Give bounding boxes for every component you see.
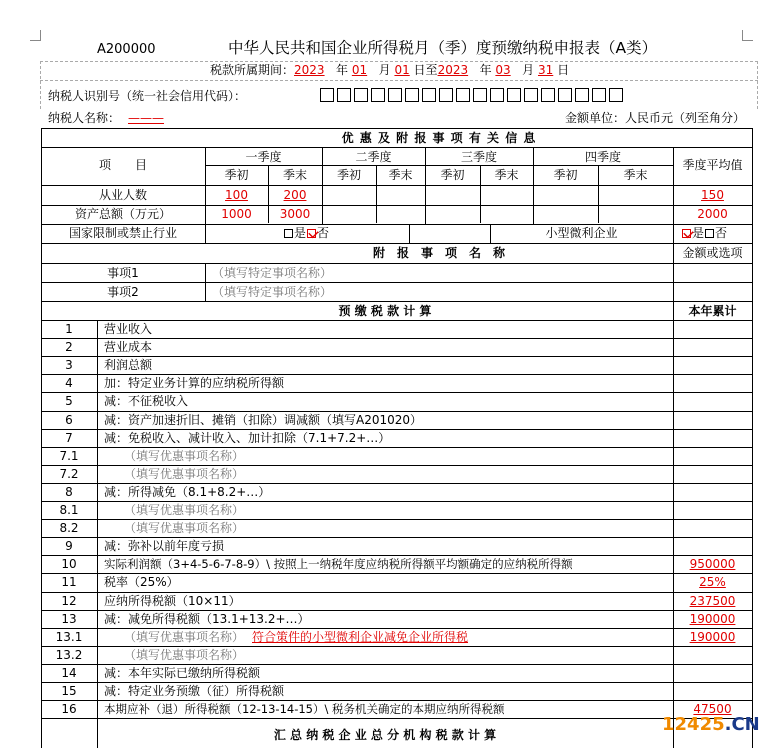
calc-row-number: 8 <box>65 485 73 499</box>
no-label: 否 <box>715 226 728 240</box>
month-char-2: 月 <box>522 63 535 77</box>
calc-row-label: 本期应补（退）所得税额（12-13-14-15）\ 税务机关确定的本期应纳所得税额 <box>104 702 505 716</box>
year-char-2: 年 <box>479 63 492 77</box>
section-preferential-title: 优 惠 及 附 报 事 项 有 关 信 息 <box>341 131 537 145</box>
calc-row-label: 减：减免所得税额（13.1+13.2+…） <box>104 612 310 626</box>
quarter-header: 三季度 <box>460 150 497 164</box>
calc-row-number: 14 <box>61 666 77 680</box>
restricted-industry-options[interactable] <box>283 225 329 242</box>
quarter-header: 一季度 <box>245 150 282 164</box>
sub-start: 季初 <box>336 168 361 182</box>
calc-row-number: 16 <box>61 702 77 716</box>
amount-option-header: 金额或选项 <box>682 246 743 260</box>
sub-end: 季末 <box>623 168 648 182</box>
small-no-checkbox[interactable] <box>705 229 714 238</box>
assets-avg[interactable]: 2000 <box>697 207 728 221</box>
calc-row-label[interactable]: （填写优惠事项名称） <box>124 648 245 662</box>
rule <box>41 263 753 264</box>
small-yes-checkbox[interactable] <box>682 229 691 238</box>
calc-row-label: 减：所得减免（8.1+8.2+…） <box>104 485 271 499</box>
employees-label: 从业人数 <box>98 188 147 202</box>
calc-row-value[interactable]: 47500 <box>693 702 732 716</box>
no-label: 否 <box>317 226 330 240</box>
calc-row-number: 5 <box>65 394 73 408</box>
period-label: 税款所属期间： <box>210 63 295 77</box>
calc-section-title: 预 缴 税 款 计 算 <box>338 304 432 318</box>
watermark-suffix: .CN <box>724 714 760 735</box>
attached-section-title: 附 报 事 项 名 称 <box>372 246 505 260</box>
quarter-header: 四季度 <box>584 150 621 164</box>
avg-column-header: 季度平均值 <box>682 158 743 172</box>
calc-row-number: 9 <box>65 539 73 553</box>
rule <box>97 320 98 748</box>
sub-end: 季末 <box>282 168 307 182</box>
period-end-year[interactable]: 2023 <box>437 63 469 77</box>
period-start-day[interactable]: 01 <box>394 63 410 77</box>
calc-row-number: 6 <box>65 413 73 427</box>
calc-row-label: 营业成本 <box>104 340 153 354</box>
calc-row-value[interactable]: 190000 <box>689 630 736 644</box>
calc-row-number: 13.1 <box>55 630 83 644</box>
form-title: 中华人民共和国企业所得税月（季）度预缴纳税申报表（A类） <box>228 39 658 57</box>
crop-mark-top-right <box>742 30 753 41</box>
guide-line <box>40 61 41 109</box>
calc-row-number: 13 <box>61 612 77 626</box>
summary-section-title: 汇 总 纳 税 企 业 总 分 机 构 税 款 计 算 <box>273 728 497 742</box>
rule <box>205 263 206 301</box>
employees-q1-start[interactable]: 100 <box>225 188 248 202</box>
calc-row-label: 减：免税收入、减计收入、加计扣除（7.1+7.2+…） <box>104 431 391 445</box>
assets-label: 资产总额（万元） <box>74 207 171 221</box>
rule <box>41 185 753 186</box>
watermark-text: 12425 <box>662 714 725 735</box>
calc-row-number: 8.1 <box>59 503 79 517</box>
calc-row-number: 1 <box>65 322 73 336</box>
restricted-no-checkbox[interactable] <box>307 229 316 238</box>
period-end-day[interactable]: 31 <box>537 63 554 77</box>
sub-start: 季初 <box>224 168 249 182</box>
restricted-yes-checkbox[interactable] <box>284 229 293 238</box>
calc-row-value[interactable]: 237500 <box>689 594 736 608</box>
calc-row-number: 7.1 <box>59 449 79 463</box>
taxpayer-name-label: 纳税人名称： <box>48 111 121 125</box>
yes-label: 是 <box>692 226 705 240</box>
small-enterprise-options[interactable] <box>681 225 727 242</box>
day-to: 日至 <box>413 63 438 77</box>
calc-row-label: 利润总额 <box>104 358 153 372</box>
assets-q1-end[interactable]: 3000 <box>279 207 311 221</box>
month-char: 月 <box>378 63 391 77</box>
guide-line <box>40 61 758 62</box>
calc-row-label: 税率（25%） <box>104 575 179 589</box>
taxpayer-id-label: 纳税人识别号（统一社会信用代码）： <box>48 89 247 103</box>
calc-row-value[interactable]: 950000 <box>689 557 736 571</box>
calc-row-label[interactable]: （填写优惠事项名称） <box>124 503 245 517</box>
period-start-month[interactable]: 01 <box>351 63 368 77</box>
rule <box>41 718 753 719</box>
rule <box>41 282 753 283</box>
guide-line <box>757 61 758 109</box>
amount-unit-label: 金额单位：人民币元（列至角分） <box>565 111 746 125</box>
small-enterprise-label: 小型微利企业 <box>545 226 618 240</box>
period-start-year[interactable]: 2023 <box>294 63 325 77</box>
employees-avg[interactable]: 150 <box>701 188 724 202</box>
calc-row-number: 15 <box>61 684 77 698</box>
calc-row-number: 2 <box>65 340 73 354</box>
attached-item-name: 事项2 <box>107 285 139 299</box>
year-char: 年 <box>336 63 349 77</box>
calc-row-label[interactable]: （填写优惠事项名称） <box>124 521 245 535</box>
table-border <box>752 128 753 748</box>
calc-row-label[interactable]: （填写优惠事项名称） <box>124 467 245 481</box>
restricted-industry-label: 国家限制或禁止行业 <box>68 226 177 240</box>
rule <box>409 224 410 243</box>
day-char: 日 <box>557 63 570 77</box>
quarter-header: 二季度 <box>355 150 392 164</box>
rule <box>41 147 753 148</box>
calc-row-label: 应纳所得税额（10×11） <box>104 594 241 608</box>
calc-row-label[interactable]: （填写优惠事项名称） <box>124 449 245 463</box>
calc-row-extra[interactable]: 符合策件的小型微利企业减免企业所得税 <box>252 630 469 644</box>
calc-row-label: 减：弥补以前年度亏损 <box>104 539 225 553</box>
calc-row-label: 营业收入 <box>104 322 153 336</box>
calc-row-number: 4 <box>65 376 73 390</box>
calc-row-label: 加：特定业务计算的应纳税所得额 <box>104 376 285 390</box>
calc-row-label: 减：不征税收入 <box>104 394 189 408</box>
calc-row-label[interactable]: （填写优惠事项名称） <box>124 630 245 644</box>
calc-row-label: 减：资产加速折旧、摊销（扣除）调减额（填写A201020） <box>104 413 423 427</box>
assets-q1-start[interactable]: 1000 <box>221 207 252 221</box>
sub-start: 季初 <box>440 168 465 182</box>
calc-row-number: 8.2 <box>59 521 79 535</box>
calc-row-number: 7.2 <box>59 467 79 481</box>
attached-item-hint[interactable]: （填写特定事项名称） <box>212 285 333 299</box>
sub-end: 季末 <box>388 168 413 182</box>
table-border <box>41 128 753 129</box>
calc-row-number: 7 <box>65 431 73 445</box>
crop-mark-top-left <box>30 30 41 41</box>
calc-row-number: 13.2 <box>55 648 83 662</box>
rule <box>41 301 753 302</box>
calc-row-label: 减：本年实际已缴纳所得税额 <box>104 666 261 680</box>
yes-label: 是 <box>294 226 307 240</box>
attached-item-name: 事项1 <box>107 266 139 280</box>
calc-row-number: 3 <box>65 358 73 372</box>
calc-row-number: 12 <box>61 594 77 608</box>
item-column-header: 项 目 <box>98 158 147 172</box>
sub-end: 季末 <box>494 168 519 182</box>
annual-total-header: 本年累计 <box>688 304 737 318</box>
period-end-month[interactable]: 03 <box>495 63 511 77</box>
calc-row-value[interactable]: 190000 <box>689 612 736 626</box>
form-code: A200000 <box>97 42 156 57</box>
guide-line <box>40 80 758 81</box>
rule <box>41 243 753 244</box>
site-watermark <box>662 714 760 735</box>
calc-row-label: 实际利润额（3+4-5-6-7-8-9）\ 按照上一纳税年度应纳税所得额平均额确定的应纳税所得额 <box>104 557 573 571</box>
taxpayer-id-boxes[interactable] <box>320 86 626 102</box>
attached-item-hint[interactable]: （填写特定事项名称） <box>212 266 333 280</box>
calc-row-label: 减：特定业务预缴（征）所得税额 <box>104 684 285 698</box>
calc-row-number: 11 <box>61 575 77 589</box>
calc-row-value[interactable]: 25% <box>699 575 726 589</box>
calc-row-number: 10 <box>61 557 77 571</box>
employees-q1-end[interactable]: 200 <box>283 188 307 202</box>
taxpayer-name-value[interactable]: ——— <box>128 111 164 125</box>
sub-start: 季初 <box>553 168 578 182</box>
tax-period <box>210 62 569 79</box>
